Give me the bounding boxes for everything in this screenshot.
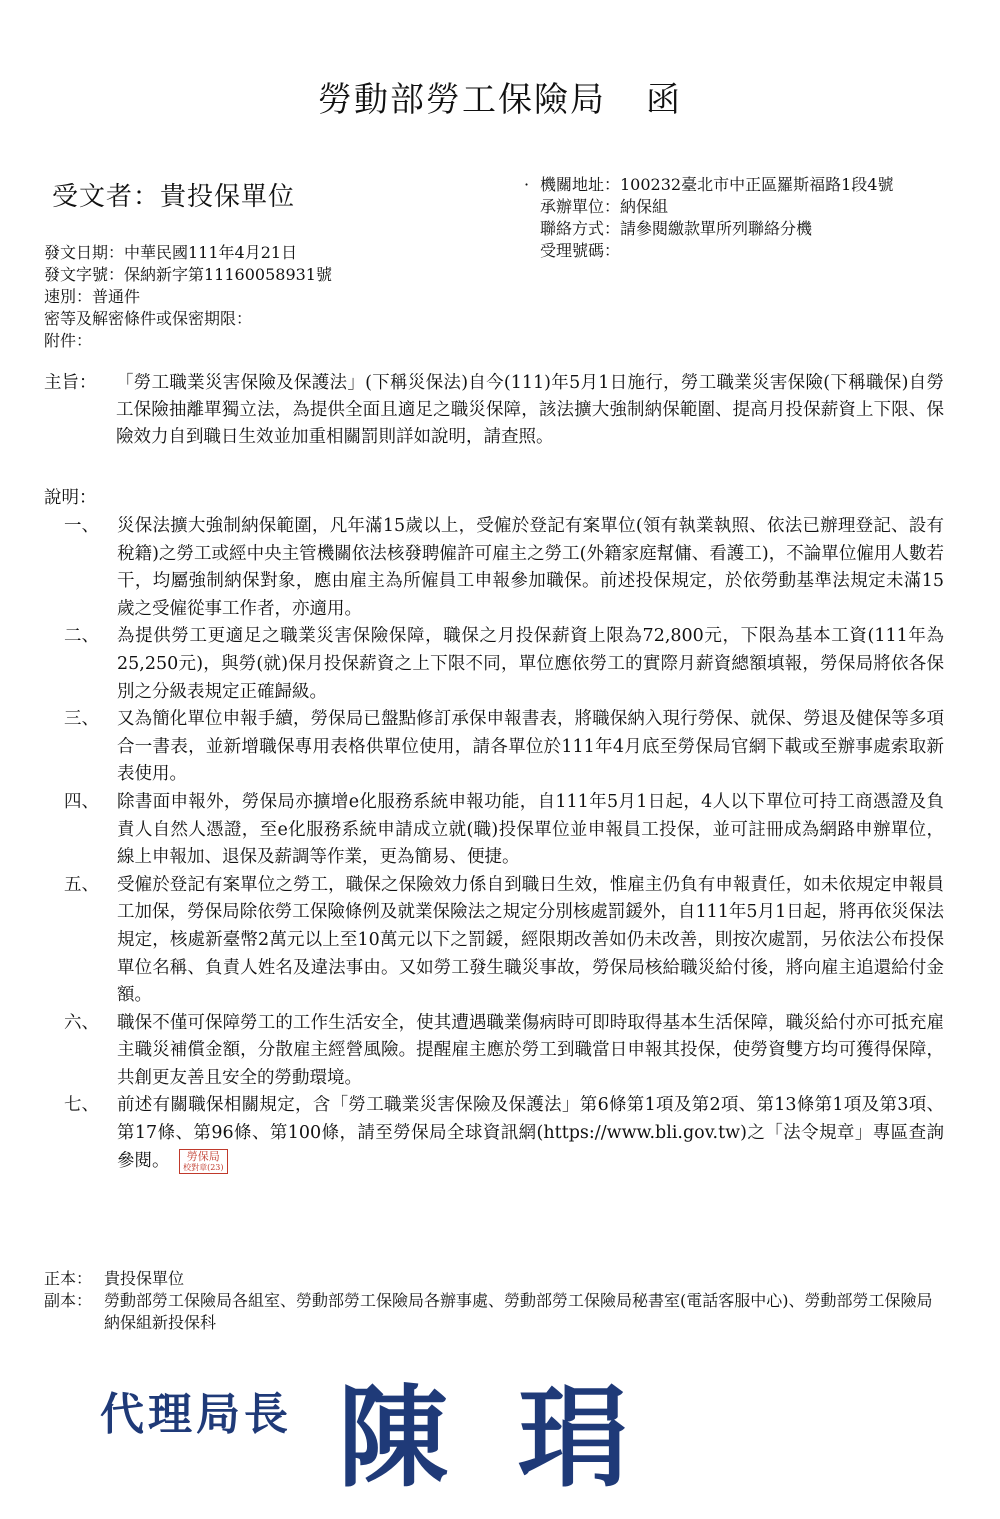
proofreading-stamp: 勞保局 校對章(23)	[179, 1149, 227, 1174]
signatory-title: 代理局長	[100, 1389, 292, 1440]
document-number: 發文字號：保納新字第11160058931號	[44, 265, 332, 284]
urgency: 速別：普通件	[44, 287, 141, 306]
agency-name: 勞動部勞工保險局	[318, 80, 606, 120]
agency-contact: 聯絡方式：請參閱繳款單所列聯絡分機	[540, 219, 813, 238]
original-recipient: 正本： 貴投保單位	[44, 1269, 185, 1288]
document-meta	[44, 242, 332, 352]
attachments: 附件：	[44, 331, 93, 350]
distribution	[44, 1268, 944, 1334]
item-number: 一、	[64, 516, 99, 536]
subject-label: 主旨：	[44, 373, 97, 393]
item-text: 又為簡化單位申報手續，勞保局已盤點修訂承保申報書表，將職保納入現行勞保、就保、勞退及健保等多項合一書表，並新增職保專用表格供單位使用，請各單位於111年4月底至勞保局官網下載或至辦事處索取新表使用。	[117, 709, 944, 785]
explanation-label: 說明：	[44, 488, 97, 508]
item-number: 五、	[64, 874, 99, 895]
signatory-name: 陳琄	[338, 1373, 698, 1502]
agency-info	[524, 174, 994, 262]
explanation-item-6	[64, 1010, 944, 1093]
item-text: 受僱於登記有案單位之勞工，職保之保險效力係自到職日生效，惟雇主仍負有申報責任，如未依規定申報員工加保，勞保局除依勞工保險條例及就業保險法之規定分別核處罰鍰外，自111年5月1日起，將再依災保法規定，核處新臺幣2萬元以上至10萬元以下之罰鍰，經限期改善如仍未改善，則按次處罰，另依法公布投保單位名稱、負責人姓名及違法事由。又如勞工發生職災事故，勞保局核給職災給付後，將向雇主追還給付金額。	[117, 874, 944, 1006]
confidentiality: 密等及解密條件或保密期限：	[44, 309, 253, 328]
agency-department: 承辦單位：納保組	[540, 197, 669, 216]
explanation-item-4	[64, 789, 944, 872]
agency-address: · 機關地址：100232臺北市中正區羅斯福路1段4號	[524, 175, 894, 194]
item-number: 二、	[64, 626, 99, 647]
recipient: 受文者：貴投保單位	[52, 182, 296, 212]
document-title	[0, 72, 1000, 121]
item-number: 六、	[64, 1012, 99, 1033]
explanation-item-1	[64, 513, 944, 623]
explanation-item-7	[64, 1092, 944, 1175]
subject-section	[44, 370, 944, 451]
explanation-list	[64, 513, 944, 1175]
explanation-item-5	[64, 872, 944, 1010]
item-text: 災保法擴大強制納保範圍，凡年滿15歲以上，受僱於登記有案單位(領有執業執照、依法已辦理登記、設有稅籍)之勞工或經中央主管機關依法核發聘僱許可雇主之勞工(外籍家庭幫傭、看護工)，不論單位僱用人數若干，均屬強制納保對象，應由雇主為所僱員工申報參加職保。前述投保規定，於依勞動基準法規定未滿15歲之受僱從事工作者，亦適用。	[117, 516, 944, 619]
item-number: 三、	[64, 709, 99, 730]
item-text: 為提供勞工更適足之職業災害保險保障，職保之月投保薪資上限為72,800元，下限為基本工資(111年為25,250元)，與勞(就)保月投保薪資之上下限不同，單位應依勞工的實際月薪資總額填報，勞保局將依各保別之分級表規定正確歸級。	[117, 626, 944, 702]
item-text: 職保不僅可保障勞工的工作生活安全，使其遭遇職業傷病時可即時取得基本生活保障，職災給付亦可抵充雇主職災補償金額，分散雇主經營風險。提醒雇主應於勞工到職當日申報其投保，使勞資雙方均可獲得保障，共創更友善且安全的勞動環境。	[117, 1012, 944, 1088]
item-text: 前述有關職保相關規定，含「勞工職業災害保險及保護法」第6條第1項及第2項、第13條第1項及第3項、第17條、第96條、第100條，請至勞保局全球資訊網(https://www.bli.gov.tw)之「法令規章」專區查詢參閱。	[117, 1095, 944, 1171]
item-number: 四、	[64, 791, 99, 812]
copy-recipients: 副本： 勞動部勞工保險局各組室、勞動部勞工保險局各辦事處、勞動部勞工保險局秘書室(電話客服中心)、勞動部勞工保險局納保組新投保科	[44, 1291, 933, 1332]
item-text: 除書面申報外，勞保局亦擴增e化服務系統申報功能，自111年5月1日起，4人以下單位可持工商憑證及負責人自然人憑證，至e化服務系統申請成立就(職)投保單位並申報員工投保，並可註冊成為網路申辦單位，線上申報加、退保及薪調等作業，更為簡易、便捷。	[117, 791, 944, 868]
agency-receipt-number: 受理號碼：	[540, 241, 621, 260]
issue-date: 發文日期：中華民國111年4月21日	[44, 243, 298, 262]
explanation-item-3	[64, 706, 944, 789]
subject-text: 「勞工職業災害保險及保護法」(下稱災保法)自今(111)年5月1日施行，勞工職業災害保險(下稱職保)自勞工保險抽離單獨立法，為提供全面且適足之職災保障，該法擴大強制納保範圍、提高月投保薪資上下限、保險效力自到職日生效並加重相關罰則詳如說明，請查照。	[116, 373, 944, 447]
document-type: 函	[646, 80, 682, 120]
explanation-item-2	[64, 623, 944, 706]
item-number: 七、	[64, 1095, 99, 1116]
